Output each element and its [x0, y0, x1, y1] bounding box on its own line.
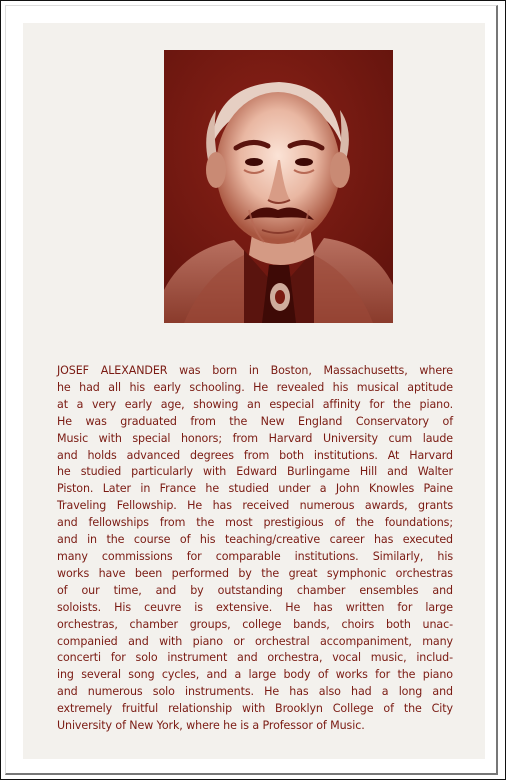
bio-line: and in the course of his teaching/creative career has executed [57, 533, 453, 547]
bio-line: He was graduated from the New England Conservatory of [57, 414, 453, 428]
composer-portrait [164, 50, 393, 323]
bio-line: and fellowships from the most prestigious of the foundations; [57, 516, 453, 530]
biography-text [57, 363, 453, 735]
bio-line: JOSEF ALEXANDER was born in Boston, Massachusetts, where [57, 364, 453, 377]
bio-line: extremely fruitful relationship with Brooklyn College of the City [57, 702, 453, 716]
album-back-cover [23, 23, 485, 759]
bio-line: he studied particularly with Edward Burlingame Hill and Walter [57, 465, 453, 479]
bio-line: at a very early age, showing an especial affinity for the piano. [57, 397, 453, 411]
bio-line: of our time, and by outstanding chamber ensembles and [57, 583, 453, 597]
portrait-illustration [164, 50, 393, 323]
bio-line: and numerous solo instruments. He has also had a long and [57, 685, 453, 699]
bio-line: Piston. Later in France he studied under a John Knowles Paine [57, 482, 453, 496]
bio-line: and holds advanced degrees from both institutions. At Harvard [57, 448, 453, 462]
bio-line: he had all his early schooling. He revealed his musical aptitude [57, 380, 453, 394]
bio-line: Traveling Fellowship. He has received numerous awards, grants [57, 499, 453, 513]
bio-line: ing several song cycles, and a large body of works for the piano [57, 668, 453, 682]
bio-line: concerti for solo instrument and orchestra, vocal music, includ- [57, 651, 453, 665]
bio-line: works have been performed by the great symphonic orchestras [57, 566, 453, 580]
bio-line: Music with special honors; from Harvard University cum laude [57, 431, 453, 445]
bio-line: many commissions for comparable institutions. Similarly, his [57, 549, 453, 563]
bio-line: orchestras, chamber groups, college bands, choirs both unac- [57, 617, 453, 631]
bio-line: soloists. His ceuvre is extensive. He has written for large [57, 600, 453, 614]
bio-line: University of New York, where he is a Professor of Music. [57, 719, 365, 733]
bio-line: companied and with piano or orchestral accompaniment, many [57, 634, 453, 648]
